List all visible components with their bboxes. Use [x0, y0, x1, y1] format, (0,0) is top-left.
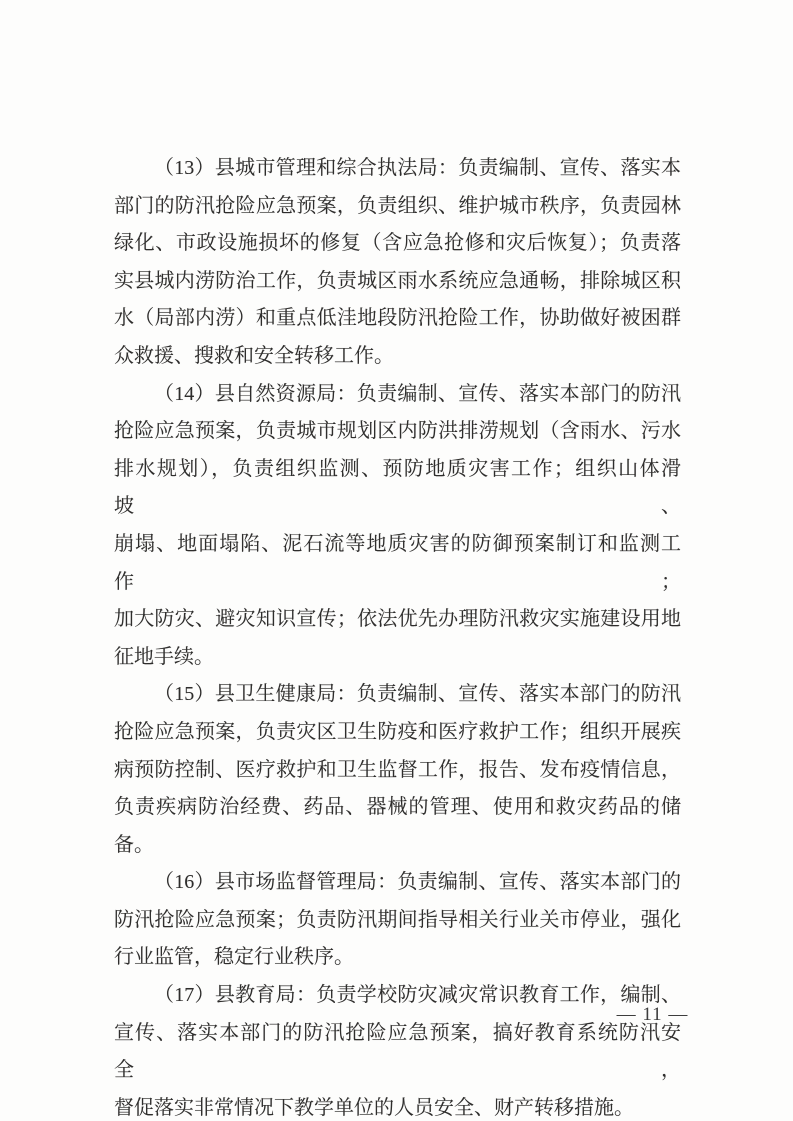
text-line: 防汛抢险应急预案；负责防汛期间指导相关行业关市停业，强化 — [114, 908, 681, 931]
paragraph-13 — [114, 150, 681, 376]
text-line: （14）县自然资源局：负责编制、宣传、落实本部门的防汛 — [154, 382, 681, 405]
paragraph-15 — [114, 676, 681, 864]
text-line: 绿化、市政设施损坏的修复（含应急抢修和灾后恢复）；负责落 — [114, 232, 681, 255]
text-line: 水（局部内涝）和重点低洼地段防汛抢险工作，协助做好被困群 — [114, 307, 681, 330]
text-line: 排水规划），负责组织监测、预防地质灾害工作；组织山体滑坡、 — [114, 457, 681, 518]
text-line: 抢险应急预案，负责城市规划区内防洪排涝规划（含雨水、污水 — [114, 420, 681, 443]
paragraph-14 — [114, 376, 681, 677]
text-line: 崩塌、地面塌陷、泥石流等地质灾害的防御预案制订和监测工作； — [114, 532, 681, 593]
text-line: （17）县教育局：负责学校防灾减灾常识教育工作，编制、 — [154, 984, 681, 1007]
text-line: 部门的防汛抢险应急预案，负责组织、维护城市秩序，负责园林 — [114, 194, 681, 217]
text-line: 负责疾病防治经费、药品、器械的管理、使用和救灾药品的储备。 — [114, 796, 681, 856]
text-line: 实县城内涝防治工作，负责城区雨水系统应急通畅，排除城区积 — [114, 269, 681, 292]
text-line: （13）县城市管理和综合执法局：负责编制、宣传、落实本 — [154, 157, 681, 179]
text-line: （15）县卫生健康局：负责编制、宣传、落实本部门的防汛 — [154, 683, 681, 706]
document-body — [114, 150, 681, 1121]
text-line: 众救援、搜救和安全转移工作。 — [114, 344, 394, 367]
text-line: 加大防灾、避灾知识宣传；依法优先办理防汛救灾实施建设用地 — [114, 608, 681, 631]
text-line: 行业监管，稳定行业秩序。 — [114, 946, 354, 969]
text-line: 病预防控制、医疗救护和卫生监督工作，报告、发布疫情信息， — [114, 758, 681, 781]
paragraph-16 — [114, 864, 681, 977]
text-line: 抢险应急预案，负责灾区卫生防疫和医疗救护工作；组织开展疾 — [114, 720, 681, 743]
text-line: （16）县市场监督管理局：负责编制、宣传、落实本部门的 — [154, 871, 681, 894]
text-line: 督促落实非常情况下教学单位的人员安全、财产转移措施。 — [114, 1096, 634, 1119]
text-line: 征地手续。 — [114, 645, 214, 668]
paragraph-17 — [114, 977, 681, 1121]
page-number: — 11 — — [616, 1004, 689, 1025]
text-line: 宣传、落实本部门的防汛抢险应急预案，搞好教育系统防汛安全， — [114, 1021, 681, 1082]
